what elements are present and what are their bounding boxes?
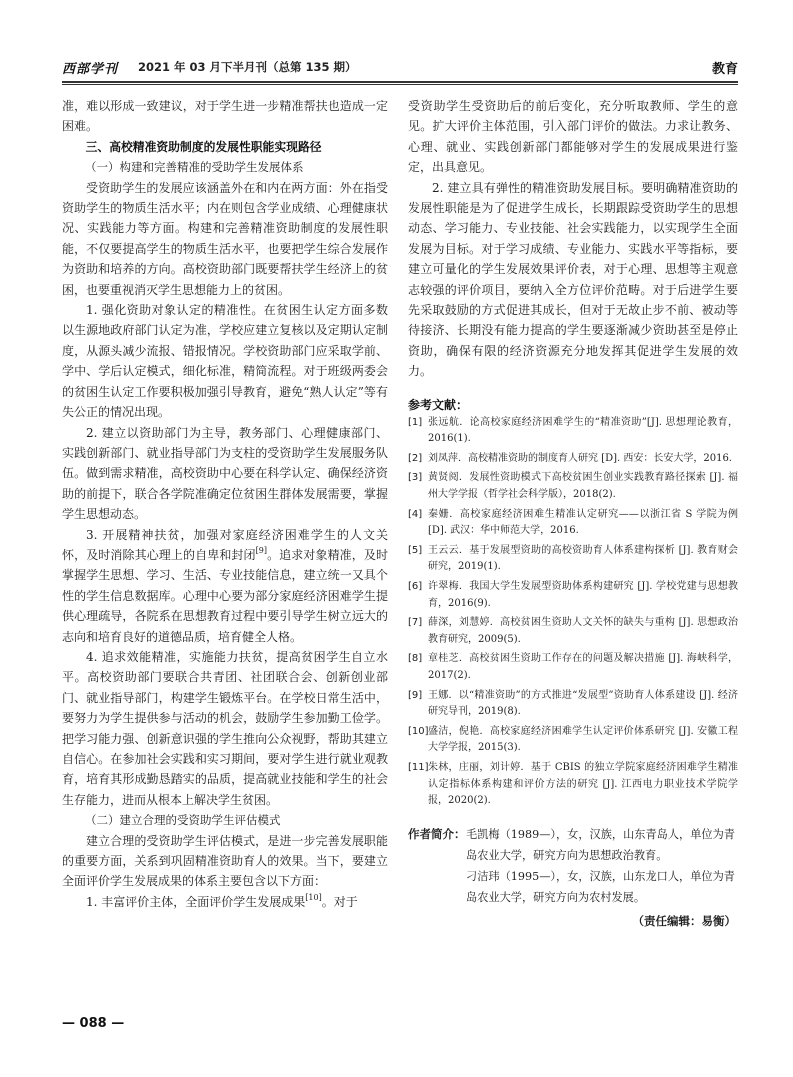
- reference-number: [4]: [408, 508, 423, 520]
- paragraph-text: 。追求对象精准，及时掌握学生思想、学习、生活、专业技能信息，建立统一又具个性的学生信息数据库。心理中心要为部分家庭经济困难学生提供心理疏导，各院系在思想教育过程中要引导学生树立远大的志向和培育良好的道德品质，培育健全人格。: [62, 547, 388, 644]
- issue-info: 2021 年 03 月下半月刊（总第 135 期）: [138, 60, 357, 74]
- paragraph: 1. 强化资助对象认定的精准性。在贫困生认定方面多数以生源地政府部门认定为准，学校应建立复核以及定期认定制度，从源头减少流报、错报情况。学校资助部门应采取学前、学中、学后认定模式，细化标准，精简流程。对于班级两委会的贫困生认定工作要积极加强引导教育，避免“熟人认定”等有失公正的情况出现。: [62, 303, 388, 420]
- subsection-heading-2: （二）建立合理的受资助学生评估模式: [85, 813, 281, 828]
- reference-item: [408, 507, 738, 540]
- responsible-editor: （责任编辑：易衡）: [632, 913, 736, 928]
- page-header: [62, 56, 738, 78]
- author-entry: 毛凯梅（1989—），女，汉族，山东青岛人，单位为青岛农业大学，研究方向为思想政治教育。: [466, 827, 735, 862]
- paragraph-continued: 受资助学生受资助后的前后变化，充分听取教师、学生的意见。扩大评价主体范围，引入部门评价的做法。力求让教务、心理、就业、实践创新部门都能够对学生的发展成果进行鉴定，出具意见。: [408, 99, 738, 175]
- reference-number: [7]: [408, 617, 423, 629]
- right-column: [408, 96, 738, 932]
- reference-item: [408, 688, 738, 721]
- reference-item: [408, 543, 738, 576]
- paragraph: 建立合理的受资助学生评估模式，是进一步完善发展职能的重要方面，关系到巩固精准资助育人的效果。当下，要建立全面评价学生发展成果的体系主要包含以下方面：: [62, 833, 388, 889]
- reference-item: [408, 415, 738, 448]
- reference-number: [2]: [408, 452, 423, 464]
- reference-number: [11]: [408, 761, 429, 773]
- reference-number: [9]: [408, 689, 423, 701]
- author-bio: [408, 824, 738, 908]
- reference-item: [408, 724, 738, 757]
- header-rule-thin: [62, 84, 738, 85]
- header-rule: [62, 81, 738, 83]
- reference-number: [8]: [408, 653, 423, 665]
- citation-marker: [9]: [255, 545, 267, 555]
- reference-text: 盛洁，倪艳．高校家庭经济困难学生认定评价体系研究 [J]. 安徽工程大学学报，2015(3).: [428, 725, 738, 754]
- paragraph: 2. 建立具有弹性的精准资助发展目标。要明确精准资助的发展性职能是为了促进学生成长，长期跟踪受资助学生的思想动态、学习能力、专业技能、社会实践能力，以实现学生全面发展为目标。对于学习成绩、专业能力、实践水平等指标，要建立可量化的学生发展效果评价表，对于心理、思想等主观意志较强的评价项目，要纳入全方位评价范畴。对于后进学生要先采取鼓励的方式促进其成长，但对于无故止步不前、被动等待接济、长期没有能力提高的学生要逐渐减少资助甚至是停止资助，确保有限的经济资源充分地发挥其促进学生发展的效力。: [408, 180, 738, 379]
- reference-item: [408, 470, 738, 503]
- reference-number: [3]: [408, 472, 423, 484]
- reference-number: [6]: [408, 581, 423, 593]
- reference-item: [408, 579, 738, 612]
- citation-marker: [10]: [305, 892, 322, 902]
- author-entry: 刁洁玮（1995—），女，汉族，山东龙口人，单位为青岛农业大学，研究方向为农村发展。: [466, 869, 735, 904]
- paragraph-text: 1. 丰富评价主体，全面评价学生发展成果: [86, 894, 306, 909]
- reference-list: [408, 415, 738, 810]
- paragraph: 2. 建立以资助部门为主导，教务部门、心理健康部门、实践创新部门、就业指导部门为支柱的受资助学生发展服务队伍。做到需求精准，高校资助中心要在科学认定、确保经济资助的前提下，联合各学院准确定位贫困生群体发展需要，掌握学生思想动态。: [62, 425, 388, 522]
- reference-text: 刘凤萍．高校精准资助的制度育人研究 [D]. 西安：长安大学，2016.: [428, 452, 732, 464]
- paragraph: 4. 追求效能精准，实施能力扶贫，提高贫困学生自立水平。高校资助部门要联合共青团、社团联合会、创新创业部门、就业指导部门，构建学生锻炼平台。在学校日常生活中，要努力为学生提供参与活动的机会，鼓励学生参加勤工俭学。把学习能力强、创新意识强的学生推向公众视野，帮助其建立自信心。在参加社会实践和实习期间，要对学生进行就业观教育，培育其形成勤恳踏实的品质，提高就业技能和学生的社会生存能力，进而从根本上解决学生贫困。: [62, 649, 388, 807]
- paragraph: 受资助学生的发展应该涵盖外在和内在两方面：外在指受资助学生的物质生活水平；内在则包含学业成绩、心理健康状况、实践能力等方面。构建和完善精准资助制度的发展性职能，不仅要提高学生的物质生活水平，也要把学生综合发展作为资助和培养的方向。高校资助部门既要帮扶学生经济上的贫困，也要重视消灭学生思想能力上的贫困。: [62, 180, 388, 297]
- paragraph-continued: 准，难以形成一致建议，对于学生进一步精准帮扶也造成一定困难。: [62, 99, 388, 134]
- references-heading: 参考文献：: [408, 397, 469, 412]
- reference-number: [5]: [408, 544, 423, 556]
- reference-number: [10]: [408, 725, 429, 737]
- journal-logo: 西部学刊: [62, 62, 119, 77]
- left-column: [62, 96, 388, 912]
- paragraph: [62, 525, 388, 647]
- reference-text: 秦姗．高校家庭经济困难生精准认定研究——以浙江省 S 学院为例 [D]. 武汉：华中师范大学，2016.: [428, 508, 738, 537]
- reference-item: [408, 451, 738, 468]
- paragraph-text: 。对于: [321, 894, 358, 909]
- reference-text: 王云云．基于发展型资助的高校资助育人体系建构探析 [J]. 教育财会研究，2019(1).: [428, 544, 738, 573]
- reference-item: [408, 760, 738, 810]
- reference-item: [408, 651, 738, 684]
- subsection-heading-1: （一）构建和完善精准的受助学生发展体系: [85, 160, 304, 175]
- reference-text: 朱林，庄丽，刘计婷．基于 CBIS 的独立学院家庭经济困难学生精准认定指标体系构建和评价方法的研究 [J]. 江西电力职业技术学院学报，2020(2).: [428, 761, 738, 807]
- paragraph: [62, 892, 388, 912]
- page-number: — 088 —: [62, 1016, 125, 1031]
- reference-text: 黄贤阅．发展性资助模式下高校贫困生创业实践教育路径探索 [J]. 福州大学学报（哲学社会科学版），2018(2).: [428, 472, 738, 501]
- reference-text: 薛深，刘慧婷．高校贫困生资助人文关怀的缺失与重构 [J]. 思想政治教育研究，2009(5).: [428, 617, 738, 645]
- reference-text: 许翠梅．我国大学生发展型资助体系构建研究 [J]. 学校党建与思想教育，2016(9).: [428, 581, 738, 609]
- reference-text: 王娜．以“精准资助”的方式推进“发展型”资助育人体系建设 [J]. 经济研究导刊，2019(8).: [428, 689, 738, 718]
- reference-item: [408, 615, 738, 648]
- author-label: 作者简介：: [408, 826, 466, 841]
- section-heading: 三、高校精准资助制度的发展性职能实现路径: [85, 139, 322, 154]
- reference-text: 章桂芝．高校贫困生资助工作存在的问题及解决措施 [J]. 海峡科学，2017(2).: [428, 653, 738, 681]
- section-title: 教育: [711, 62, 738, 77]
- reference-text: 张远航．论高校家庭经济困难学生的“精准资助”[J]. 思想理论教育，2016(1).: [428, 416, 738, 445]
- paragraph-text: 3. 开展精神扶贫，加强对家庭经济困难学生的人文关怀，及时消除其心理上的自卑和封闭: [62, 527, 388, 562]
- reference-number: [1]: [408, 416, 423, 428]
